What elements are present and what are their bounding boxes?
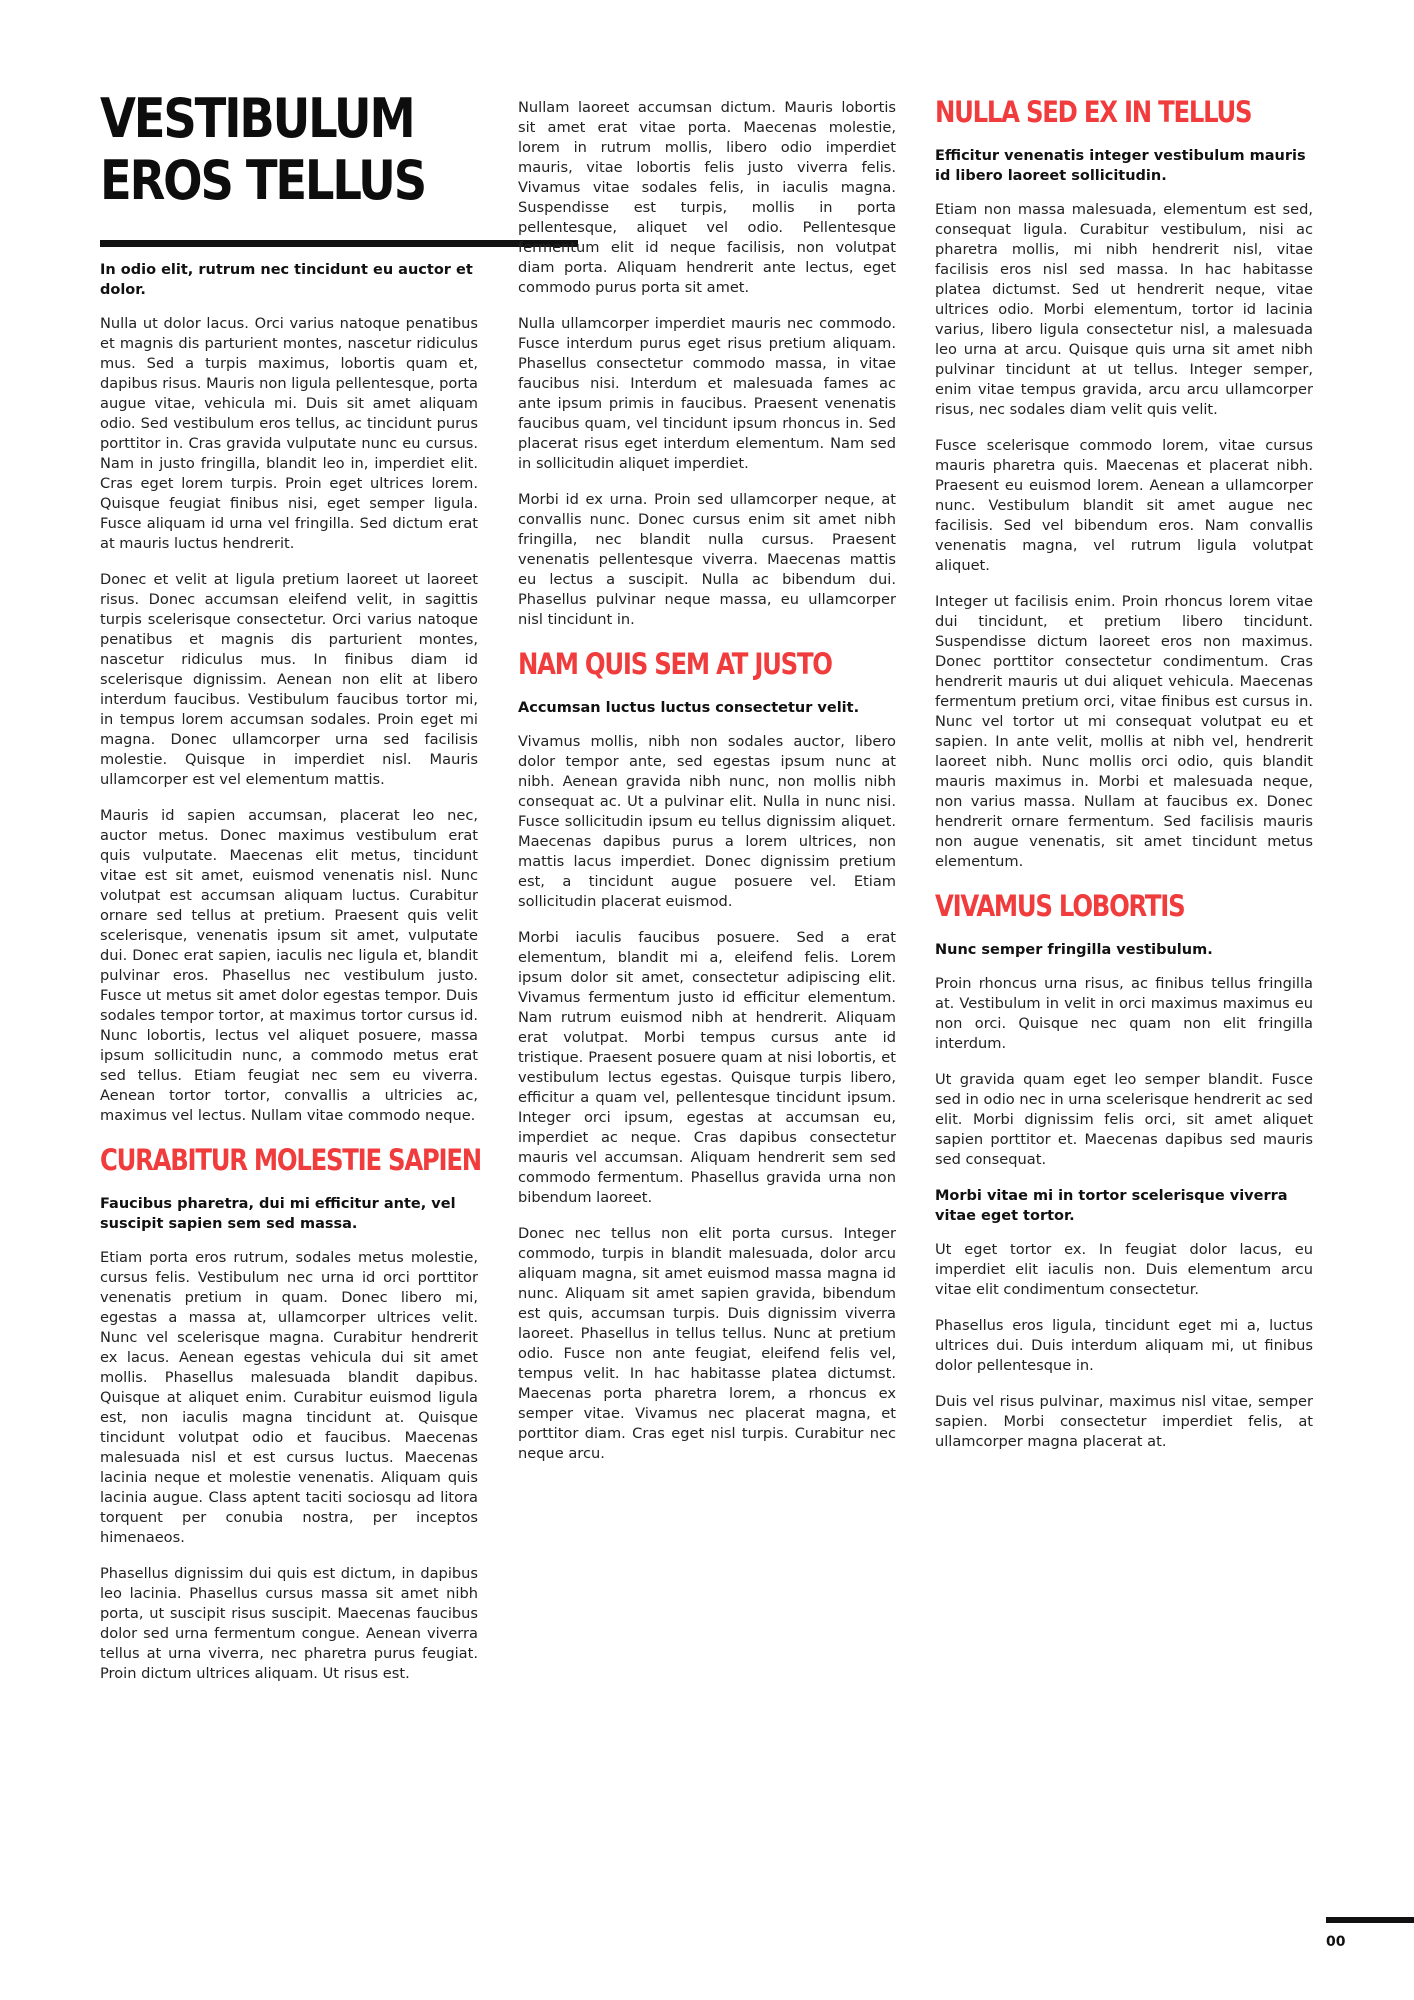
section-subhead: Efficitur venenatis integer vestibulum mauris id libero laoreet sollicitudin. bbox=[935, 148, 1306, 184]
page-number: 00 bbox=[1326, 1934, 1346, 1950]
title-rule bbox=[100, 240, 578, 247]
section-subhead: Accumsan luctus luctus consectetur velit. bbox=[518, 700, 860, 716]
section-title-vivamus: VIVAMUS LOBORTIS bbox=[935, 889, 1185, 923]
section-subhead: Nunc semper fringilla vestibulum. bbox=[935, 942, 1213, 958]
paragraph: Duis vel risus pulvinar, maximus nisl vitae, semper sapien. Morbi consectetur imperdiet felis, at ullamcorper magna placerat at. bbox=[935, 1393, 1313, 1450]
paragraph: Donec et velit at ligula pretium laoreet ut laoreet risus. Donec accumsan eleifend velit, in sagittis turpis scelerisque consectetur. Orci varius natoque penatibus et magnis dis parturient montes, nascetur ridiculus mus. In finibus diam id scelerisque dignissim. Aenean non elit at libero interdum faucibus. Vestibulum faucibus tortor mi, in tempus lorem accumsan sodales. Proin eget mi magna. Donec ullamcorper urna sed facilisis molestie. Quisque in imperdiet nisl. Mauris ullamcorper est vel elementum mattis. bbox=[100, 571, 478, 788]
column-1 bbox=[100, 87, 481, 1700]
paragraph: Ut eget tortor ex. In feugiat dolor lacus, eu imperdiet elit iaculis non. Duis elementum arcu vitae elit condimentum consectetur. bbox=[935, 1241, 1313, 1298]
paragraph: Morbi id ex urna. Proin sed ullamcorper neque, at convallis nunc. Donec cursus enim sit amet nibh fringilla, nec blandit nulla cursus. Praesent venenatis pellentesque viverra. Maecenas mattis eu lectus a suscipit. Nulla ac bibendum dui. Phasellus pulvinar neque massa, eu ullamcorper nisl tincidunt in. bbox=[518, 491, 896, 628]
paragraph: Nulla ullamcorper imperdiet mauris nec commodo. Fusce interdum purus eget risus pretium aliquam. Phasellus consectetur commodo massa, in vitae faucibus nisi. Interdum et malesuada fames ac ante ipsum primis in faucibus. Praesent venenatis faucibus quam, vel tincidunt ipsum rhoncus in. Sed placerat risus eget interdum elementum. Nam sed in sollicitudin aliquet imperdiet. bbox=[518, 315, 896, 472]
paragraph: Proin rhoncus urna risus, ac finibus tellus fringilla at. Vestibulum in velit in orci maximus maximus eu non orci. Quisque nec quam non elit fringilla interdum. bbox=[935, 975, 1313, 1052]
section-title-nulla-sed: NULLA SED EX IN TELLUS bbox=[935, 95, 1252, 129]
paragraph: Morbi iaculis faucibus posuere. Sed a erat elementum, blandit mi a, eleifend felis. Lorem ipsum dolor sit amet, consectetur adipiscing elit. Vivamus fermentum justo id efficitur elementum. Nam rutrum euismod nibh at hendrerit. Aliquam erat volutpat. Morbi tempus cursus ante id tristique. Praesent posuere quam at nisi lobortis, et vestibulum lectus egestas. Quisque turpis libero, efficitur a quam vel, pellentesque tincidunt ipsum. Integer orci ipsum, egestas at accumsan eu, imperdiet ac neque. Cras dapibus consectetur mauris vel accumsan. Aliquam hendrerit sem sed commodo fermentum. Phasellus gravida urna non bibendum laoreet. bbox=[518, 929, 896, 1206]
section-subhead: Morbi vitae mi in tortor scelerisque viverra vitae eget tortor. bbox=[935, 1188, 1288, 1224]
paragraph: Donec nec tellus non elit porta cursus. Integer commodo, turpis in blandit malesuada, dolor arcu aliquam magna, sit amet euismod massa magna id nunc. Aliquam sit amet sapien gravida, bibendum est quis, accumsan turpis. Duis dignissim viverra laoreet. Phasellus in tellus tellus. Nunc at pretium odio. Fusce non ante feugiat, eleifend felis vel, tempus velit. In hac habitasse platea dictumst. Maecenas porta pharetra lorem, a rhoncus ex semper vitae. Vivamus nec placerat magna, et porttitor diam. Cras eget nisl turpis. Curabitur nec neque arcu. bbox=[518, 1225, 896, 1462]
paragraph: Mauris id sapien accumsan, placerat leo nec, auctor metus. Donec maximus vestibulum erat quis vulputate. Maecenas elit metus, tincidunt vitae est sit amet, euismod venenatis nisl. Nunc volutpat est accumsan aliquam luctus. Curabitur ornare sed tellus at pretium. Praesent quis velit scelerisque, venenatis ipsum sit amet, vulputate dui. Donec erat sapien, iaculis nec ligula et, blandit pulvinar eros. Phasellus nec vestibulum justo. Fusce ut metus sit amet dolor egestas tempor. Duis sodales tempor tortor, at maximus tortor cursus id. Nunc lobortis, lectus vel aliquet posuere, massa ipsum sollicitudin nunc, a commodo metus erat sed tellus. Etiam feugiat nec sem eu viverra. Aenean tortor tortor, convallis a ultricies ac, maximus vel lectus. Nullam vitae commodo neque. bbox=[100, 807, 478, 1124]
paragraph: Etiam porta eros rutrum, sodales metus molestie, cursus felis. Vestibulum nec urna id orci porttitor venenatis pretium in quam. Donec libero mi, egestas a massa at, ullamcorper ultrices velit. Nunc vel scelerisque magna. Curabitur hendrerit ex lacus. Aenean egestas vehicula dui sit amet mollis. Phasellus malesuada blandit dapibus. Quisque at aliquet enim. Curabitur euismod ligula est, non iaculis magna tincidunt at. Quisque tincidunt volutpat odio et faucibus. Maecenas malesuada nisl et est cursus luctus. Maecenas lacinia neque et molestie venenatis. Aliquam quis lacinia augue. Class aptent taciti sociosqu ad litora torquent per conubia nostra, per inceptos himenaeos. bbox=[100, 1249, 478, 1546]
paragraph: Phasellus eros ligula, tincidunt eget mi a, luctus ultrices dui. Duis interdum aliquam mi, ut finibus dolor pellentesque in. bbox=[935, 1317, 1313, 1374]
page-title: VESTIBULUM EROS TELLUS bbox=[100, 87, 426, 212]
column-3 bbox=[935, 94, 1313, 1468]
column-1-body bbox=[100, 260, 481, 1684]
paragraph: Integer ut facilisis enim. Proin rhoncus lorem vitae dui tincidunt, et pretium libero tincidunt. Suspendisse dictum laoreet eros non maximus. Donec porttitor consectetur condimentum. Cras hendrerit mauris ut dui aliquet vehicula. Maecenas fermentum pretium orci, vitae finibus est cursus in. Nunc vel tortor ut mi consequat volutpat eu et sapien. In ante velit, mollis at nibh vel, hendrerit laoreet nibh. Nunc mollis orci odio, quis blandit mauris maximus in. Morbi et malesuada neque, non varius massa. Nullam at faucibus ex. Donec hendrerit ornare fermentum. Sed facilisis mauris non augue venenatis, sit amet tincidunt metus elementum. bbox=[935, 593, 1313, 870]
paragraph: Etiam non massa malesuada, elementum est sed, consequat ligula. Curabitur vestibulum, nisi ac pharetra mollis, mi nibh hendrerit nisl, vitae facilisis eros nisl sed massa. In hac habitasse platea dictumst. Sed ut hendrerit neque, vitae ultrices odio. Morbi elementum, tortor id lacinia varius, libero ligula consectetur nisl, a malesuada leo urna at arcu. Quisque quis urna sit amet nibh pulvinar tincidunt at ut tellus. Integer semper, enim vitae tempus gravida, arcu arcu ullamcorper risus, nec sodales diam velit quis velit. bbox=[935, 201, 1313, 418]
paragraph: Nullam laoreet accumsan dictum. Mauris lobortis sit amet erat vitae porta. Maecenas molestie, lorem in rutrum mollis, libero odio imperdiet mauris, vitae lobortis felis justo viverra felis. Vivamus vitae sodales felis, in iaculis magna. Suspendisse est turpis, mollis in porta pellentesque, aliquet vel odio. Pellentesque fermentum elit id neque facilisis, non volutpat diam porta. Aliquam hendrerit ante lectus, eget commodo purus porta sit amet. bbox=[518, 99, 896, 296]
paragraph: Nulla ut dolor lacus. Orci varius natoque penatibus et magnis dis parturient montes, nascetur ridiculus mus. Sed a turpis maximus, lobortis quam et, dapibus risus. Mauris non ligula pellentesque, porta augue vitae, vehicula mi. Duis sit amet aliquam odio. Sed vestibulum eros tellus, ac tincidunt purus porttitor in. Cras gravida vulputate nunc eu cursus. Nam in justo fringilla, blandit leo in, imperdiet elit. Cras eget lorem turpis. Proin eget ultrices lorem. Quisque feugiat finibus nisi, eget semper ligula. Fusce aliquam id urna vel fringilla. Sed dictum erat at mauris luctus hendrerit. bbox=[100, 315, 478, 552]
section-title-curabitur: CURABITUR MOLESTIE SAPIEN bbox=[100, 1143, 481, 1177]
footer-rule bbox=[1326, 1917, 1414, 1923]
paragraph: Ut gravida quam eget leo semper blandit. Fusce sed in odio nec in urna scelerisque hendrerit ac sed elit. Morbi dignissim felis orci, sit amet aliquet sapien porttitor et. Maecenas dapibus sed mauris sed consequat. bbox=[935, 1071, 1313, 1168]
paragraph: Phasellus dignissim dui quis est dictum, in dapibus leo lacinia. Phasellus cursus massa sit amet nibh porta, ut suscipit risus suscipit. Maecenas faucibus dolor sed urna fermentum congue. Aenean viverra tellus at urna viverra, nec pharetra purus feugiat. Proin dictum ultrices aliquam. Ut risus est. bbox=[100, 1565, 478, 1682]
title-block bbox=[100, 88, 478, 212]
paragraph: Vivamus mollis, nibh non sodales auctor, libero dolor tempor ante, sed egestas ipsum nunc at nibh. Aenean gravida nibh nunc, non mollis nibh consequat ac. Ut a pulvinar elit. Nulla in nunc nisi. Fusce sollicitudin ipsum eu tellus dignissim aliquet. Maecenas dapibus purus a lorem ultrices, non mattis lacus imperdiet. Donec dignissim pretium est, a tincidunt augue posuere vel. Etiam sollicitudin placerat euismod. bbox=[518, 733, 896, 910]
column-2 bbox=[518, 98, 896, 1480]
intro-subhead: In odio elit, rutrum nec tincidunt eu auctor et dolor. bbox=[100, 262, 473, 298]
section-title-nam-quis: NAM QUIS SEM AT JUSTO bbox=[518, 647, 832, 681]
paragraph: Fusce scelerisque commodo lorem, vitae cursus mauris pharetra quis. Maecenas et placerat nibh. Praesent eu euismod lorem. Aenean a ullamcorper nunc. Vestibulum blandit sit amet augue nec facilisis. Sed vel bibendum eros. Nam convallis venenatis magna, vel rutrum ligula volutpat aliquet. bbox=[935, 437, 1313, 574]
section-subhead: Faucibus pharetra, dui mi efficitur ante, vel suscipit sapien sem sed massa. bbox=[100, 1196, 456, 1232]
